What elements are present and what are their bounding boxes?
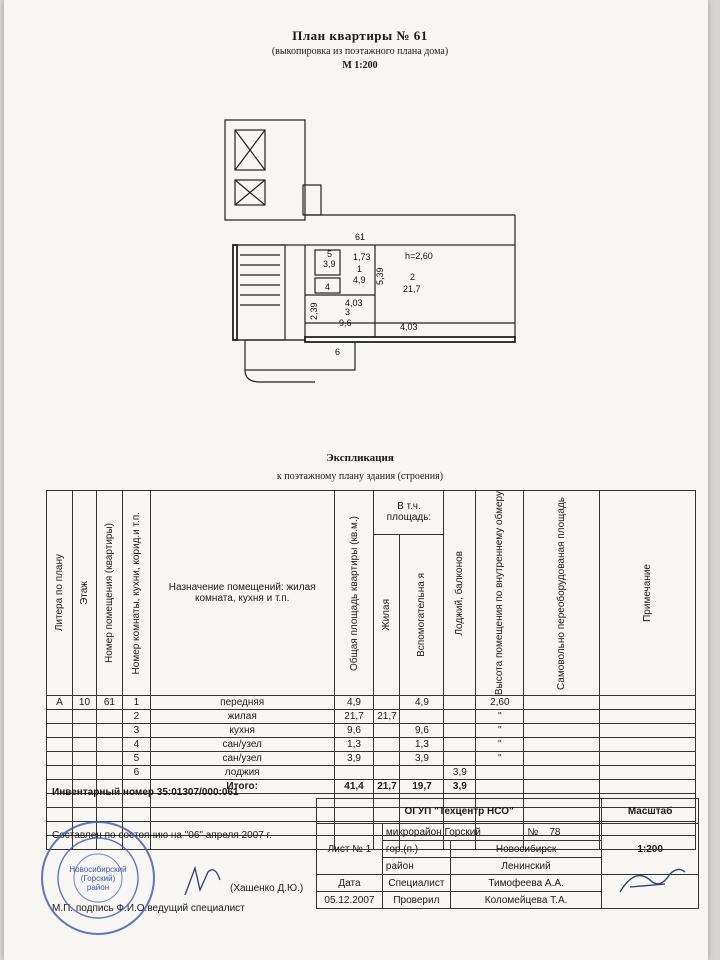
cell-room: 1 <box>122 696 150 710</box>
cell-living <box>374 738 400 752</box>
plan-subtitle: (выкопировка из поэтажного плана дома) <box>271 46 449 57</box>
plan-r4-no: 4 <box>325 282 331 292</box>
cell-room: 4 <box>122 738 150 752</box>
total-total: 41,4 <box>334 780 374 794</box>
plan-d5: 4,03 <box>400 322 418 332</box>
cell-floor <box>72 752 96 766</box>
cell-apt <box>96 724 122 738</box>
cell-purpose: жилая <box>150 710 334 724</box>
cell-purpose: передняя <box>150 696 334 710</box>
cell-aux: 1,3 <box>400 738 444 752</box>
cell-floor <box>72 724 96 738</box>
col-litera: Литера по плану <box>47 491 73 696</box>
col-apt: Номер помещения (квартиры) <box>96 491 122 696</box>
cell-apt <box>96 738 122 752</box>
cell-living <box>374 724 400 738</box>
plan-r3-area: 9,6 <box>339 318 352 328</box>
cell-height: " <box>476 752 524 766</box>
area-value: Ленинский <box>450 858 601 875</box>
area-label: район <box>382 858 450 875</box>
total-living: 21,7 <box>374 780 400 794</box>
cell-litera <box>47 752 73 766</box>
cell-total: 4,9 <box>334 696 374 710</box>
cell-room: 6 <box>122 766 150 780</box>
cell-aux: 9,6 <box>400 724 444 738</box>
cell-note <box>600 752 696 766</box>
cell-litera <box>47 710 73 724</box>
col-floor: Этаж <box>72 491 96 696</box>
col-incl: В т.ч. площадь: <box>374 491 444 535</box>
cell-purpose: кухня <box>150 724 334 738</box>
total-loggia: 3,9 <box>444 780 476 794</box>
round-seal <box>38 818 158 938</box>
district: микрорайон Горский <box>382 824 524 841</box>
seal-line-3: район <box>86 883 110 892</box>
date-value: 05.12.2007 <box>317 892 383 909</box>
floor-plan <box>205 110 535 400</box>
org-name: ОГУП "Техцентр НСО" <box>317 799 602 824</box>
cell-apt: 61 <box>96 696 122 710</box>
col-aux: Вспомогательна я <box>400 534 444 695</box>
cell-height <box>476 766 524 780</box>
cell-loggia <box>444 696 476 710</box>
col-room: Номер комнаты, кухни, корид.и т.п. <box>122 491 150 696</box>
cell-unauth <box>524 738 600 752</box>
seal-line-1: Новосибирский <box>69 865 127 874</box>
cell-note <box>600 696 696 710</box>
cell-litera: А <box>47 696 73 710</box>
sheet-number: Лист № 1 <box>317 824 383 875</box>
cell-apt <box>96 752 122 766</box>
col-unauth: Самовольно переоборудованая площадь <box>524 491 600 696</box>
total-height <box>476 780 524 794</box>
cell-aux <box>400 766 444 780</box>
plan-r1-area: 4,9 <box>353 275 366 285</box>
plan-height: h=2,60 <box>405 251 433 261</box>
cell-loggia <box>444 724 476 738</box>
cell-loggia <box>444 752 476 766</box>
cell-apt <box>96 710 122 724</box>
state-date: Составлен по состоянию на "06" апреля 2007 г. <box>52 830 272 841</box>
cell-note <box>600 710 696 724</box>
explication-title: Экспликация <box>326 452 394 464</box>
building-number: № 78 <box>524 824 602 841</box>
plan-r5-area: 3,9 <box>323 259 336 269</box>
cell-height: " <box>476 710 524 724</box>
col-loggia: Лоджий, балконов <box>444 491 476 696</box>
city-value: Новосибирск <box>450 841 601 858</box>
table-row <box>47 710 696 724</box>
cell-floor <box>72 738 96 752</box>
cell-aux <box>400 710 444 724</box>
checked-value: Коломейцева Т.А. <box>450 892 601 909</box>
plan-apt-number: 61 <box>355 232 366 242</box>
signer-name: (Хашенко Д.Ю.) <box>230 883 304 894</box>
cell-total: 3,9 <box>334 752 374 766</box>
col-total: Общая площадь квартиры (кв.м.) <box>334 491 374 696</box>
cell-total: 9,6 <box>334 724 374 738</box>
cell-unauth <box>524 724 600 738</box>
plan-r2-area: 21,7 <box>403 284 421 294</box>
cell-litera <box>47 738 73 752</box>
cell-total: 1,3 <box>334 738 374 752</box>
col-note: Примечание <box>600 491 696 696</box>
specialist-label: Специалист <box>382 875 450 892</box>
plan-r6-no: 6 <box>335 347 341 357</box>
seal-line-2: (Горский) <box>80 874 116 883</box>
cell-floor <box>72 766 96 780</box>
inventory-number: Инвентарный номер 35:01307/000:061 <box>52 787 239 798</box>
table-row <box>47 738 696 752</box>
cell-loggia <box>444 738 476 752</box>
cell-note <box>600 738 696 752</box>
col-living: Жилая <box>374 534 400 695</box>
table-row <box>47 752 696 766</box>
plan-r1-no: 1 <box>357 264 363 274</box>
plan-scale: М 1:200 <box>342 60 378 71</box>
table-row <box>47 724 696 738</box>
cell-aux: 4,9 <box>400 696 444 710</box>
table-row <box>47 696 696 710</box>
cell-height: " <box>476 738 524 752</box>
plan-d2: 5,39 <box>375 267 385 285</box>
cell-total: 21,7 <box>334 710 374 724</box>
explication-subtitle: к поэтажному плану здания (строения) <box>276 471 444 482</box>
cell-litera <box>47 724 73 738</box>
cell-floor: 10 <box>72 696 96 710</box>
cell-loggia: 3,9 <box>444 766 476 780</box>
seal-signature-line: М.П. подпись Ф.И.О.ведущий специалист <box>52 903 245 914</box>
cell-loggia <box>444 710 476 724</box>
scale-label: Масштаб <box>602 799 699 824</box>
total-aux: 19,7 <box>400 780 444 794</box>
cell-height: 2,60 <box>476 696 524 710</box>
city-label: гор.(п.) <box>382 841 450 858</box>
plan-r3-no: 3 <box>345 307 351 317</box>
cell-room: 2 <box>122 710 150 724</box>
date-label: Дата <box>317 875 383 892</box>
plan-title: План квартиры № 61 <box>292 28 428 43</box>
floor-plan-drawing <box>205 110 535 400</box>
plan-d4: 4,03 <box>345 298 363 308</box>
cell-living: 21,7 <box>374 710 400 724</box>
plan-r2-no: 2 <box>410 272 416 282</box>
scale-value: 1:200 <box>602 824 699 875</box>
cell-litera <box>47 766 73 780</box>
col-height: Высота помещения по внутреннему обмеру <box>476 491 524 696</box>
total-note <box>600 780 696 794</box>
plan-d3: 2,39 <box>309 302 319 320</box>
table-row <box>47 766 696 780</box>
cell-total <box>334 766 374 780</box>
cell-note <box>600 766 696 780</box>
specialist-value: Тимофеева А.А. <box>450 875 601 892</box>
total-purpose: Итого: <box>150 780 334 794</box>
cell-purpose: сан/узел <box>150 738 334 752</box>
checked-label: Проверил <box>382 892 450 909</box>
cell-living <box>374 696 400 710</box>
plan-d1: 1,73 <box>353 252 371 262</box>
cell-unauth <box>524 696 600 710</box>
cell-living <box>374 752 400 766</box>
cell-height: " <box>476 724 524 738</box>
signature-specialist <box>180 860 230 900</box>
cell-unauth <box>524 710 600 724</box>
col-purpose: Назначение помещений: жилая комната, кухня и т.п. <box>150 491 334 696</box>
cell-living <box>374 766 400 780</box>
signature-checker <box>610 862 690 902</box>
cell-unauth <box>524 766 600 780</box>
cell-floor <box>72 710 96 724</box>
cell-room: 3 <box>122 724 150 738</box>
cell-apt <box>96 766 122 780</box>
cell-purpose: сан/узел <box>150 752 334 766</box>
cell-room: 5 <box>122 752 150 766</box>
plan-r5-no: 5 <box>327 249 333 259</box>
total-unauth <box>524 780 600 794</box>
cell-aux: 3,9 <box>400 752 444 766</box>
cell-unauth <box>524 752 600 766</box>
cell-note <box>600 724 696 738</box>
empty-cell <box>150 808 334 822</box>
cell-purpose: лоджия <box>150 766 334 780</box>
